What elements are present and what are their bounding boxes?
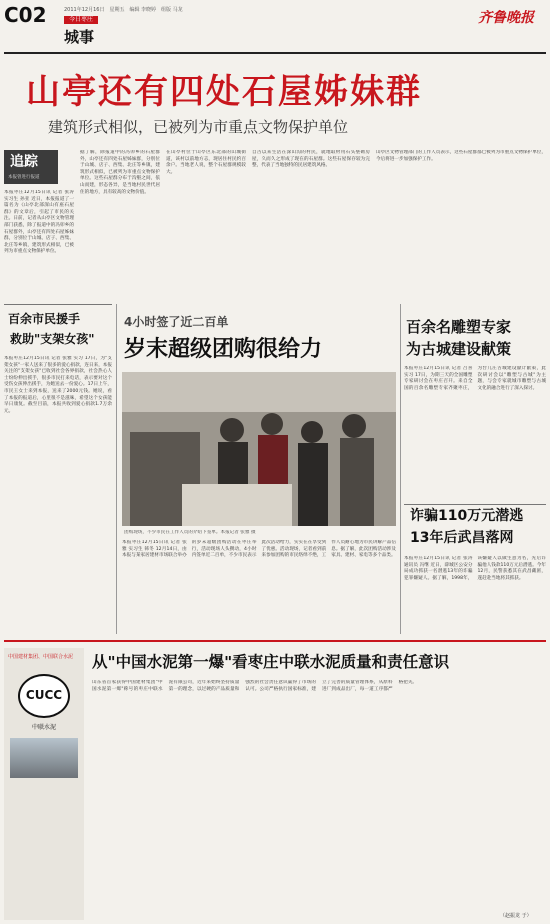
group-buy-photo	[122, 372, 396, 526]
story5-body: 本报枣庄12月15日讯 记者 张涛 通讯员 冯继 近日，薛城区公安分局成功抓获一名潜逃13年的诈骗犯罪嫌疑人。据了解，1998年，该嫌疑人以做生意为名，先后诈骗他人钱款110万元后潜逃。今年12月，民警获悉其在武昌藏匿，遂赶赴当地将其抓获。	[404, 556, 546, 581]
cucc-logo-text: CUCC	[25, 688, 63, 702]
story4-body: 本报枣庄12月15日讯 记者 吕喜 实习 17日，为期三天的全国雕塑专家研讨会在枣庄召开。来自全国的百余名雕塑专家齐聚枣庄，为台儿庄古城建设献计献策，此次研讨会以"雕塑与古城"为主题，与会专家就城市雕塑与古城文化的融合进行了深入探讨。	[404, 366, 546, 391]
story3-body: 本报枣庄12月15日讯 记者 张雅 实习生 韩冬 12月14日，由本报与某家居建材市场联合举办的岁末超级团购活动在枣庄举行，活动现场人头攒动，4小时内签单近二百单，不少市民表示此次活动给力，实实在在享受到了优惠。活动现场，记者看到前来参加团购的市民络绎不绝，工作人员耐心地为市民讲解产品信息。据了解，此次团购活动涉及家具、建材、家电等多个品类。	[122, 540, 396, 559]
masthead-divider	[4, 52, 546, 54]
page-code: C02	[4, 3, 47, 27]
masthead	[0, 0, 550, 52]
story3-kicker: 4小时签了近二百单	[124, 315, 229, 329]
story2-top-rule	[4, 304, 112, 305]
story5-top-rule	[404, 504, 546, 505]
story1-kicker-box	[4, 150, 58, 184]
cucc-logo	[18, 674, 70, 718]
story4-title1: 百余名雕塑专家	[406, 318, 512, 336]
story1-kicker: 追踪	[10, 154, 38, 170]
ad-headline: 从"中国水泥第一爆"看枣庄中联水泥质量和责任意识	[92, 653, 450, 671]
cucc-logo-sub: 中联水泥	[31, 724, 56, 731]
photo-scene	[122, 372, 396, 526]
story5-title1: 诈骗110万元潜逃	[410, 508, 524, 524]
story1-kicker-sub: 本报曾进行报道	[8, 175, 40, 180]
story1-subhead: 建筑形式相似，已被列为市重点文物保护单位	[48, 118, 349, 136]
story5-title2: 13年后武昌落网	[410, 530, 514, 546]
ad-sidebar	[4, 648, 84, 920]
story1-headline: 山亭还有四处石屋姊妹群	[26, 72, 422, 112]
story1-col3: 在山亭村位于山亭区东北部的山城街道，该村以前地方志，现居住村民约百余户。当地老人说，整个石屋群规模较大。	[166, 150, 246, 175]
story1-col2: 据了解，除报道中的冯卯乡的石屋群外，山亭还有四处石屋姊妹群，分别位于山城、店子、西集、北庄等乡镇，建筑形式相似，已被列为市重点文物保护单位。这些石屋群分布于沟壑之间，依山而建，形态各异，是当地村民世代居住的地方，具有较高的文物价值。	[80, 150, 160, 195]
ad-body: 山东省首家获得中国建材集团"中国水泥第一爆"称号的枣庄中联水泥有限公司，近年来始终坚持质量第一的理念，以过硬的产品质量和强烈的社会责任意识赢得了市场的认可。公司严格执行国家标准，建立了完善的质量管理体系，从原料进厂到成品出厂，每一道工序都严格把关。	[92, 680, 418, 692]
ad-author: （赵振龙 于）	[500, 913, 532, 919]
column-divider-left	[116, 304, 117, 634]
factory-photo	[10, 738, 78, 778]
story2-tag: 百余市民援手	[8, 312, 81, 326]
section-title: 城事	[64, 28, 95, 46]
story2-title: 救助"支架女孩"	[10, 332, 95, 346]
story1-col4: 自古以来生活在深山沟的村民，就地取材用石头垒砌房屋，久而久之形成了现在的石屋群。这些石屋保存较为完整，代表了当地独特的民居建筑风格。	[252, 150, 370, 169]
paper-logo: 齐鲁晚报	[478, 10, 534, 26]
ad-top-rule	[4, 640, 546, 642]
date-line: 2011年12月16日 星期五 编辑 李晓婷 组版 马龙	[64, 7, 183, 13]
story2-body: 本报枣庄12月15日讯 记者 张雅 实习 17日，为"支架女孩"一家人送来了很多的爱心捐款，连日来，本报关注的"支架女孩"已收到社会各界捐款，社会热心人士纷纷伸出援手，很多市民打来电话，表示要对这个受伤女孩伸出援手，为她送去一份爱心。17日上午，市民王女士来到本报，送来了2000元钱。她说，看了本报的报道后，心里很不是滋味，希望这个女孩能早日康复。截至目前，本报共收到爱心捐款1.7万余元。	[4, 356, 112, 414]
ad-sidebar-title: 中国建材集团、中国联合水泥	[8, 654, 74, 660]
story3-headline: 岁末超级团购很给力	[124, 337, 323, 362]
story3-caption: 团购现场，不少市民在工作人员的介绍下签单。本报记者 张雅 摄	[124, 530, 256, 535]
column-divider-right	[400, 304, 401, 634]
story1-col5: 山亭区文物管理部门的工作人员表示，这些石屋群都已被列为市重点文物保护单位，今后将进一步加强保护工作。	[376, 150, 546, 162]
section-tab: 今日枣庄	[64, 16, 98, 24]
story1-col1: 本报枣庄12月15日讯 记者 张涛 实习生 孙亚 近日，本报报道了一篇名为《山亭北部深山有座石屋群》的文章后，引起了市民的关注。日前，记者从山亭区文物管理部门获悉，除了报道中的冯卯乡的石屋群外，山亭还有四处石屋姊妹群，分别位于山城、店子、西集、北庄等乡镇，建筑形式相似，已被列为市重点文物保护单位。	[4, 190, 74, 255]
story4-title2: 为古城建设献策	[406, 340, 512, 358]
